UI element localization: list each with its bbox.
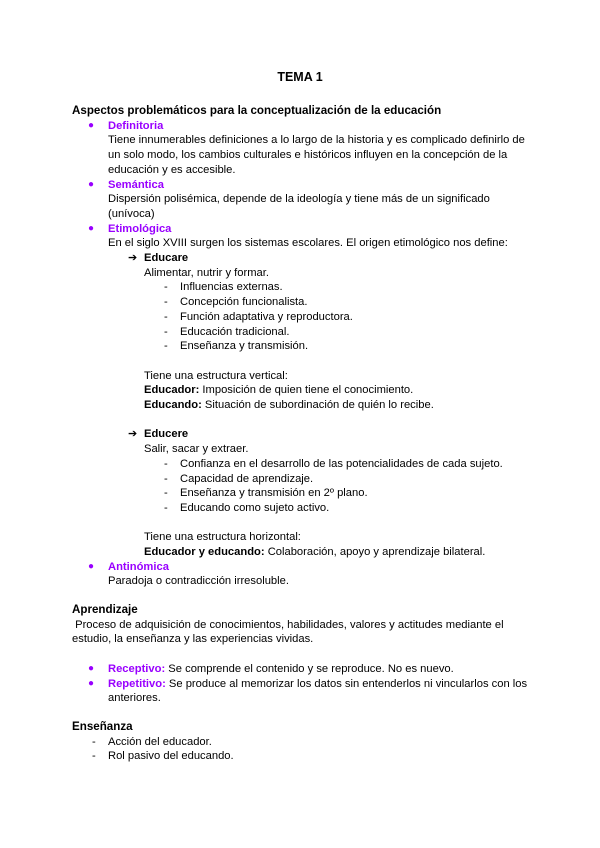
list-item <box>72 280 532 295</box>
list-item <box>72 325 532 340</box>
spacer <box>72 354 532 369</box>
section-heading: Enseñanza <box>72 720 133 733</box>
educando-text: Situación de subordinación de quién lo recibe. <box>201 399 434 412</box>
bullet-antinomica <box>72 560 532 575</box>
list-item <box>72 749 532 764</box>
educare-educando <box>72 398 532 413</box>
bullet-icon: ● <box>88 560 95 572</box>
section-heading: Aspectos problemáticos para la conceptualización de la educación <box>72 104 442 117</box>
list-item-text: Influencias externas. <box>180 281 283 294</box>
educando-label: Educando: <box>144 399 202 412</box>
list-item-text: Educando como sujeto activo. <box>180 501 330 514</box>
list-item-text: Enseñanza y transmisión en 2º plano. <box>180 487 368 500</box>
dash-icon: - <box>164 325 168 338</box>
dash-icon: - <box>164 296 168 309</box>
bullet-icon: ● <box>88 119 95 131</box>
aprendizaje-line-2: estudio, la enseñanza y las experiencias vividas. <box>72 633 314 646</box>
arrow-right-icon: ➔ <box>128 428 138 441</box>
bullet-repetitivo <box>72 677 532 692</box>
educare-heading <box>72 251 532 266</box>
term-label: Repetitivo: <box>108 677 166 690</box>
educare-desc: Alimentar, nutrir y formar. <box>144 266 269 279</box>
list-item <box>72 339 532 354</box>
list-item <box>72 472 532 487</box>
list-item <box>72 486 532 501</box>
definitoria-line-3: educación y es accesible. <box>108 163 236 176</box>
spacer <box>72 516 532 531</box>
dash-icon: - <box>92 735 96 748</box>
term-label: Semántica <box>108 178 164 191</box>
educere-both <box>72 545 532 560</box>
semantica-line-2: (unívoca) <box>108 207 155 220</box>
term-label: Etimológica <box>108 222 172 235</box>
term-label: Receptivo: <box>108 662 166 675</box>
list-item <box>72 501 532 516</box>
educere-desc: Salir, sacar y extraer. <box>144 443 249 456</box>
aprendizaje-line-1: Proceso de adquisición de conocimientos, habilidades, valores y actitudes mediante el <box>72 618 504 631</box>
list-item <box>72 457 532 472</box>
arrow-right-icon: ➔ <box>128 252 138 265</box>
list-item <box>72 295 532 310</box>
etimologica-line: En el siglo XVIII surgen los sistemas escolares. El origen etimológico nos define: <box>108 237 508 250</box>
list-item-text: Capacidad de aprendizaje. <box>180 472 314 485</box>
list-item <box>72 735 532 750</box>
bullet-definitoria <box>72 119 532 134</box>
repetitivo-text-2: anteriores. <box>108 692 161 705</box>
dash-icon: - <box>92 750 96 763</box>
spacer <box>72 413 532 428</box>
educare-educador <box>72 383 532 398</box>
list-item-text: Concepción funcionalista. <box>180 296 308 309</box>
term-label: Definitoria <box>108 119 164 132</box>
dash-icon: - <box>164 281 168 294</box>
semantica-line-1: Dispersión polisémica, depende de la ideología y tiene más de un significado <box>108 193 490 206</box>
spacer <box>72 647 532 662</box>
term-label: Antinómica <box>108 560 169 573</box>
receptivo-text: Se comprende el contenido y se reproduce. No es nuevo. <box>165 662 454 675</box>
list-item-text: Rol pasivo del educando. <box>108 750 234 763</box>
list-item <box>72 310 532 325</box>
list-item-text: Acción del educador. <box>108 735 212 748</box>
list-item-text: Confianza en el desarrollo de las potencialidades de cada sujeto. <box>180 457 503 470</box>
section-aprendizaje <box>72 603 532 706</box>
educador-text: Imposición de quien tiene el conocimiento. <box>199 384 414 397</box>
section-ensenanza <box>72 720 532 764</box>
dash-icon: - <box>164 487 168 500</box>
definitoria-line-1: Tiene innumerables definiciones a lo largo de la historia y es complicado definirlo de <box>108 134 525 147</box>
bullet-icon: ● <box>88 662 95 674</box>
repetitivo-text: Se produce al memorizar los datos sin entenderlos ni vincularlos con los <box>165 677 528 690</box>
educere-structure: Tiene una estructura horizontal: <box>144 531 301 544</box>
educador-label: Educador: <box>144 384 200 397</box>
educere-label: Educere <box>144 428 189 441</box>
section-conceptualizacion <box>72 104 532 589</box>
bullet-icon: ● <box>88 677 95 689</box>
bullet-etimologica <box>72 222 532 237</box>
list-item-text: Enseñanza y transmisión. <box>180 340 309 353</box>
definitoria-line-2: un solo modo, los cambios culturales e históricos influyen en la concepción de la <box>108 149 508 162</box>
both-label: Educador y educando: <box>144 546 265 559</box>
dash-icon: - <box>164 310 168 323</box>
bullet-icon: ● <box>88 178 95 190</box>
both-text: Colaboración, apoyo y aprendizaje bilateral. <box>264 546 486 559</box>
dash-icon: - <box>164 501 168 514</box>
bullet-semantica <box>72 178 532 193</box>
educare-label: Educare <box>144 252 189 265</box>
list-item-text: Función adaptativa y reproductora. <box>180 310 353 323</box>
dash-icon: - <box>164 340 168 353</box>
bullet-icon: ● <box>88 222 95 234</box>
educare-structure: Tiene una estructura vertical: <box>144 369 288 382</box>
dash-icon: - <box>164 472 168 485</box>
section-heading: Aprendizaje <box>72 603 138 616</box>
list-item-text: Educación tradicional. <box>180 325 290 338</box>
dash-icon: - <box>164 457 168 470</box>
page-title: TEMA 1 <box>277 70 323 84</box>
educere-heading <box>72 427 532 442</box>
bullet-receptivo <box>72 662 532 677</box>
antinomica-line: Paradoja o contradicción irresoluble. <box>108 575 289 588</box>
